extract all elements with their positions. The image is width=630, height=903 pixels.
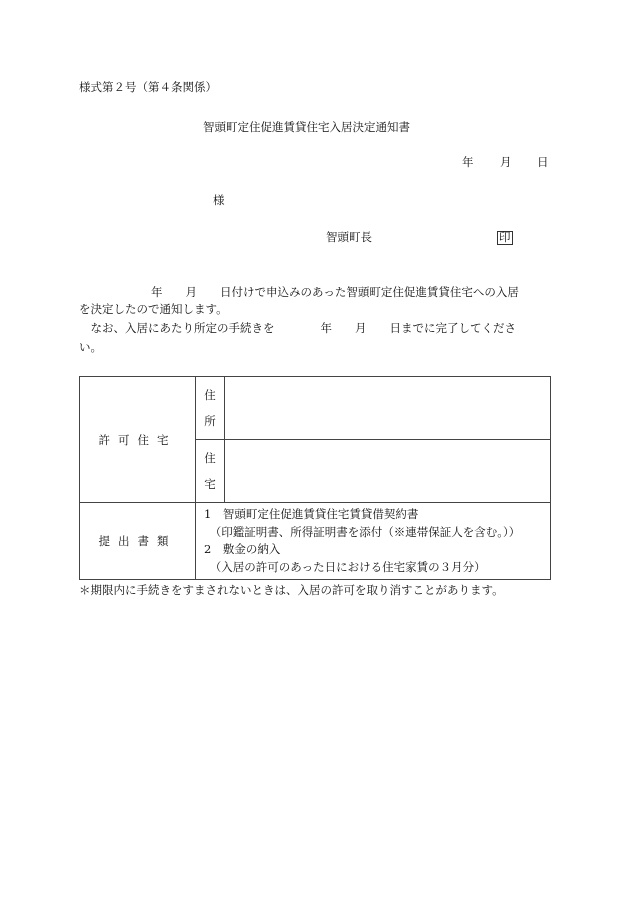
seal-mark: 印 [499,230,511,244]
permit-table [79,376,551,580]
address-field [225,377,551,440]
document-item: 2 敷金の納入 [204,542,281,556]
body-line-2: を決定したので通知します。 [79,302,228,316]
address-label: 住 所 [196,377,225,440]
issuer: 智頭町長 [326,230,372,244]
permit-housing-label: 許可住宅 [80,377,196,503]
date-month: 月 [500,155,512,169]
documents-label: 提出書類 [80,503,196,580]
date-day: 日 [537,155,549,169]
document-title: 智頭町定住促進賃貸住宅入居決定通知書 [203,120,410,134]
housing-label: 住 宅 [196,440,225,503]
housing-field [225,440,551,503]
addressee-suffix: 様 [213,193,225,207]
document-item: 1 智頭町定住促進賃貸住宅賃貸借契約書 [204,507,419,521]
document-item: （入居の許可のあった日における住宅家賃の３月分） [204,559,486,574]
date-year: 年 [462,155,474,169]
documents-list [196,503,551,580]
document-item: （印鑑証明書、所得証明書を添付（※連帯保証人を含む。）） [204,524,521,539]
body-line-3: なお、入居にあたり所定の手続きを 年 月 日までに完了してくださ [79,321,516,335]
body-line-4: い。 [79,340,102,354]
body-line-1: 年 月 日付けで申込みのあった智頭町定住促進賃貸住宅への入居 [151,285,519,299]
form-number: 様式第２号（第４条関係） [79,80,217,94]
footnote: ＊期限内に手続きをすまされないときは、入居の許可を取り消すことがあります。 [79,583,504,597]
